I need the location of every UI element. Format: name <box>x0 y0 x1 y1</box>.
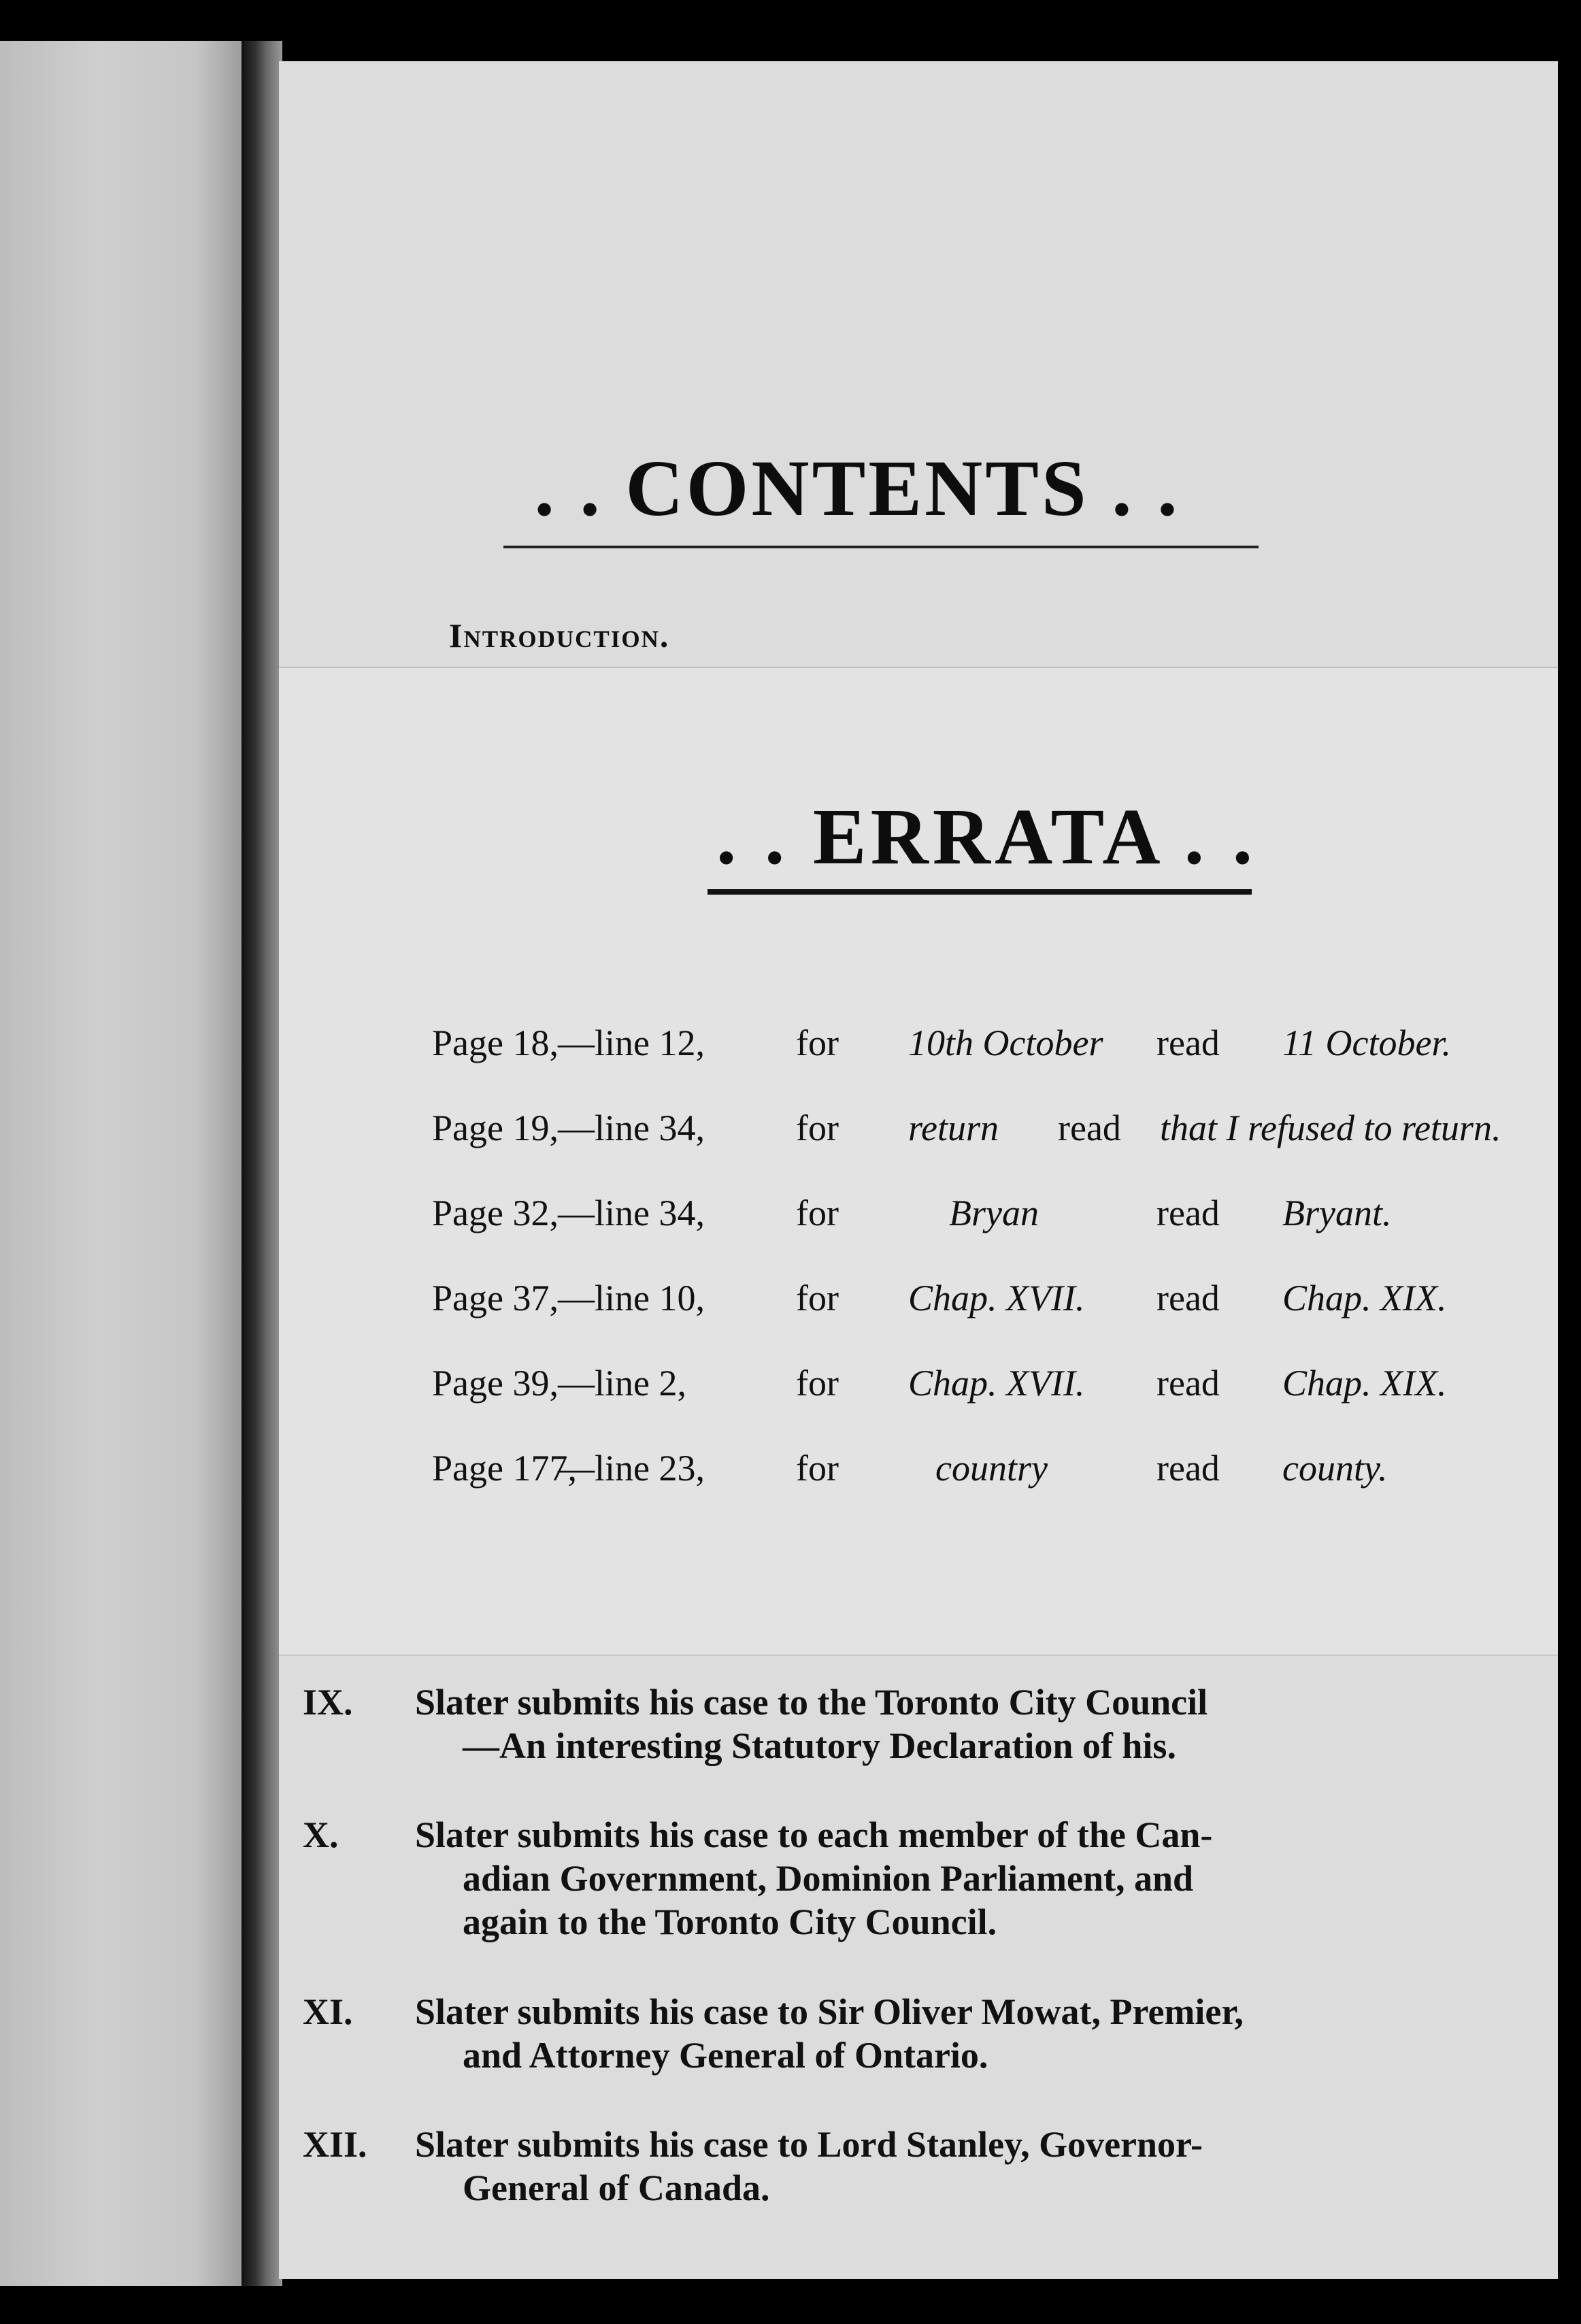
chapter-line: Slater submits his case to the Toronto City Council <box>415 1682 1208 1723</box>
contents-heading: . . CONTENTS . . <box>534 444 1180 533</box>
introduction-entry: Introduction. <box>449 616 670 654</box>
errata-correct-text: county. <box>1282 1448 1388 1489</box>
errata-for: for <box>796 1108 839 1148</box>
errata-correct-text: that I refused to return. <box>1160 1108 1501 1148</box>
errata-page: Page 19, <box>432 1108 559 1148</box>
errata-wrong-text: Chap. XVII. <box>908 1363 1085 1404</box>
book-spine <box>242 41 282 2286</box>
errata-correct-text: 11 October. <box>1282 1023 1451 1063</box>
errata-wrong-text: Chap. XVII. <box>908 1278 1085 1318</box>
errata-line: —line 12, <box>558 1023 705 1063</box>
errata-row <box>432 1192 1520 1253</box>
errata-correct-text: Chap. XIX. <box>1282 1363 1447 1404</box>
chapter-line: adian Government, Dominion Parliament, and <box>463 1858 1194 1899</box>
errata-wrong-text: 10th October <box>908 1023 1103 1063</box>
errata-for: for <box>796 1193 839 1233</box>
errata-slip <box>279 667 1558 1656</box>
errata-row <box>432 1277 1520 1338</box>
errata-for: for <box>796 1023 839 1063</box>
errata-read: read <box>1156 1363 1220 1404</box>
errata-read: read <box>1156 1023 1220 1063</box>
errata-for: for <box>796 1448 839 1489</box>
errata-row <box>432 1447 1520 1508</box>
chapter-line: and Attorney General of Ontario. <box>463 2035 988 2076</box>
errata-line: —line 23, <box>558 1448 705 1489</box>
errata-correct-text: Bryant. <box>1282 1193 1392 1233</box>
errata-page: Page 32, <box>432 1193 559 1233</box>
chapter-line: Slater submits his case to Sir Oliver Mowat, Premier, <box>415 1991 1244 2032</box>
errata-row <box>432 1107 1520 1168</box>
chapter-line: again to the Toronto City Council. <box>463 1902 997 1942</box>
errata-wrong-text: Bryan <box>949 1193 1039 1233</box>
errata-page: Page 177, <box>432 1448 577 1489</box>
errata-page: Page 18, <box>432 1023 559 1063</box>
errata-read: read <box>1156 1278 1220 1318</box>
errata-line: —line 34, <box>558 1193 705 1233</box>
errata-line: —line 2, <box>558 1363 686 1404</box>
chapter-number: XII. <box>303 2124 367 2165</box>
chapter-number: IX. <box>303 1682 353 1723</box>
errata-line: —line 34, <box>558 1108 705 1148</box>
errata-for: for <box>796 1363 839 1404</box>
errata-correct-text: Chap. XIX. <box>1282 1278 1447 1318</box>
errata-read: read <box>1058 1108 1121 1148</box>
cover-board <box>0 41 245 2286</box>
errata-wrong-text: return <box>908 1108 999 1148</box>
chapter-number: X. <box>303 1814 339 1855</box>
errata-page: Page 39, <box>432 1363 559 1404</box>
chapter-summary <box>415 1680 1381 1767</box>
contents-rule <box>503 546 1259 548</box>
errata-heading: . . ERRATA . . <box>716 792 1257 881</box>
chapter-summary <box>415 2123 1381 2210</box>
errata-line: —line 10, <box>558 1278 705 1318</box>
chapter-line: Slater submits his case to each member of the Can- <box>415 1814 1213 1855</box>
errata-for: for <box>796 1278 839 1318</box>
errata-row <box>432 1362 1520 1423</box>
chapter-number: XI. <box>303 1991 353 2032</box>
errata-read: read <box>1156 1193 1220 1233</box>
errata-row <box>432 1022 1520 1083</box>
errata-wrong-text: country <box>935 1448 1048 1489</box>
chapter-line: —An interesting Statutory Declaration of his. <box>463 1725 1176 1766</box>
errata-rule <box>708 889 1252 895</box>
book-page <box>279 61 1558 2279</box>
chapter-summary <box>415 1813 1381 1944</box>
chapter-line: General of Canada. <box>463 2168 770 2208</box>
errata-read: read <box>1156 1448 1220 1489</box>
chapter-summary <box>415 1990 1381 2077</box>
errata-page: Page 37, <box>432 1278 559 1318</box>
chapter-line: Slater submits his case to Lord Stanley, Governor- <box>415 2124 1203 2165</box>
